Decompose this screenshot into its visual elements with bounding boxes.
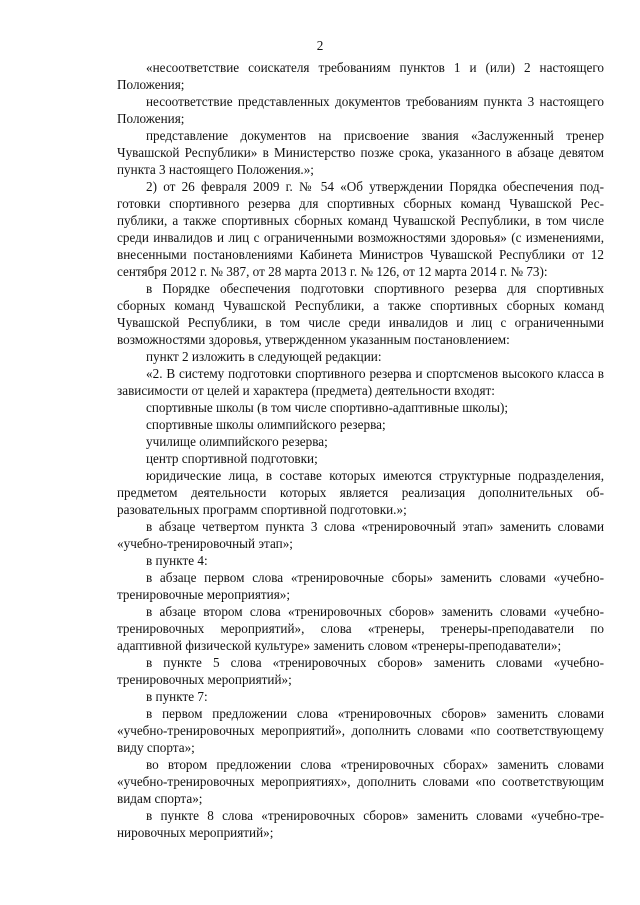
paragraph: во втором предложении слова «тренировочных сборах» заменить словами «учебно-тренировочных мероприятиях», дополнить словами «по соответствующим видам спорта»; xyxy=(117,757,604,806)
paragraph: пункт 2 изложить в следующей редакции: xyxy=(146,349,382,364)
paragraph: «несоответствие соискателя требованиям пунктов 1 и (или) 2 настоящего Положения; xyxy=(117,60,604,92)
paragraph: в пункте 7: xyxy=(146,689,208,704)
paragraph: в абзаце втором слова «тренировочных сборов» заменить словами «учебно-тренировочных мероприятий», слова «тренеры, тренеры-преподаватели по адаптивной физической культуре» заменить словом «тренеры-преподаватели»; xyxy=(117,604,604,653)
paragraph: в пункте 8 слова «тренировочных сборов» заменить словами «учебно-тренировочных мероприятий»; xyxy=(117,808,604,840)
paragraph: 2) от 26 февраля 2009 г. № 54 «Об утверждении Порядка обеспечения подготовки спортивного резерва для спортивных сборных команд Чувашской Республики, а также спортивных сборных команд Чувашской Республики, в том числе среди инвалидов и лиц с ограниченными возможностями здоровья» (с изменениями, внесенными постановлениями Кабинета Министров Чувашской Республики от 12 сентября 2012 г. № 387, от 28 марта 2013 г. № 126, от 12 марта 2014 г. № 73): xyxy=(117,179,604,279)
paragraph: представление документов на присвоение звания «Заслуженный тренер Чувашской Республики» в Министерство позже срока, указанного в абзаце девятом пункта 3 настоящего Положения.»; xyxy=(117,128,604,177)
paragraph: несоответствие представленных документов требованиям пункта 3 настоящего Положения; xyxy=(117,94,604,126)
paragraph: в пункте 5 слова «тренировочных сборов» заменить словами «учебно-тренировочных мероприятий»; xyxy=(117,655,604,687)
paragraph: в абзаце четвертом пункта 3 слова «тренировочный этап» заменить словами «учебно-тренировочный этап»; xyxy=(117,519,604,551)
page-number: 2 xyxy=(316,38,324,53)
paragraph: в Порядке обеспечения подготовки спортивного резерва для спортивных сборных команд Чувашской Республики, а также спортивных сборных команд Чувашской Республики, в том числе среди инвалидов и лиц с ограниченными возможностями здоровья, утвержденном указанным постановлением: xyxy=(117,281,604,347)
document-body xyxy=(117,59,604,841)
paragraph: юридические лица, в составе которых имеются структурные подразделения, предметом деятельности которых является реализация дополнительных образовательных программ спортивной подготовки.»; xyxy=(117,468,604,517)
paragraph: «2. В систему подготовки спортивного резерва и спортсменов высокого класса в зависимости от целей и характера (предмета) деятельности входят: xyxy=(117,366,604,398)
paragraph: центр спортивной подготовки; xyxy=(146,451,318,466)
paragraph: училище олимпийского резерва; xyxy=(146,434,328,449)
paragraph: в пункте 4: xyxy=(146,553,208,568)
paragraph: спортивные школы (в том числе спортивно-адаптивные школы); xyxy=(146,400,509,415)
paragraph: спортивные школы олимпийского резерва; xyxy=(146,417,386,432)
paragraph: в первом предложении слова «тренировочных сборов» заменить словами «учебно-тренировочных мероприятий», дополнить словами «по соответствующему виду спорта»; xyxy=(117,706,604,755)
paragraph: в абзаце первом слова «тренировочные сборы» заменить словами «учебно-тренировочные мероприятия»; xyxy=(117,570,604,602)
